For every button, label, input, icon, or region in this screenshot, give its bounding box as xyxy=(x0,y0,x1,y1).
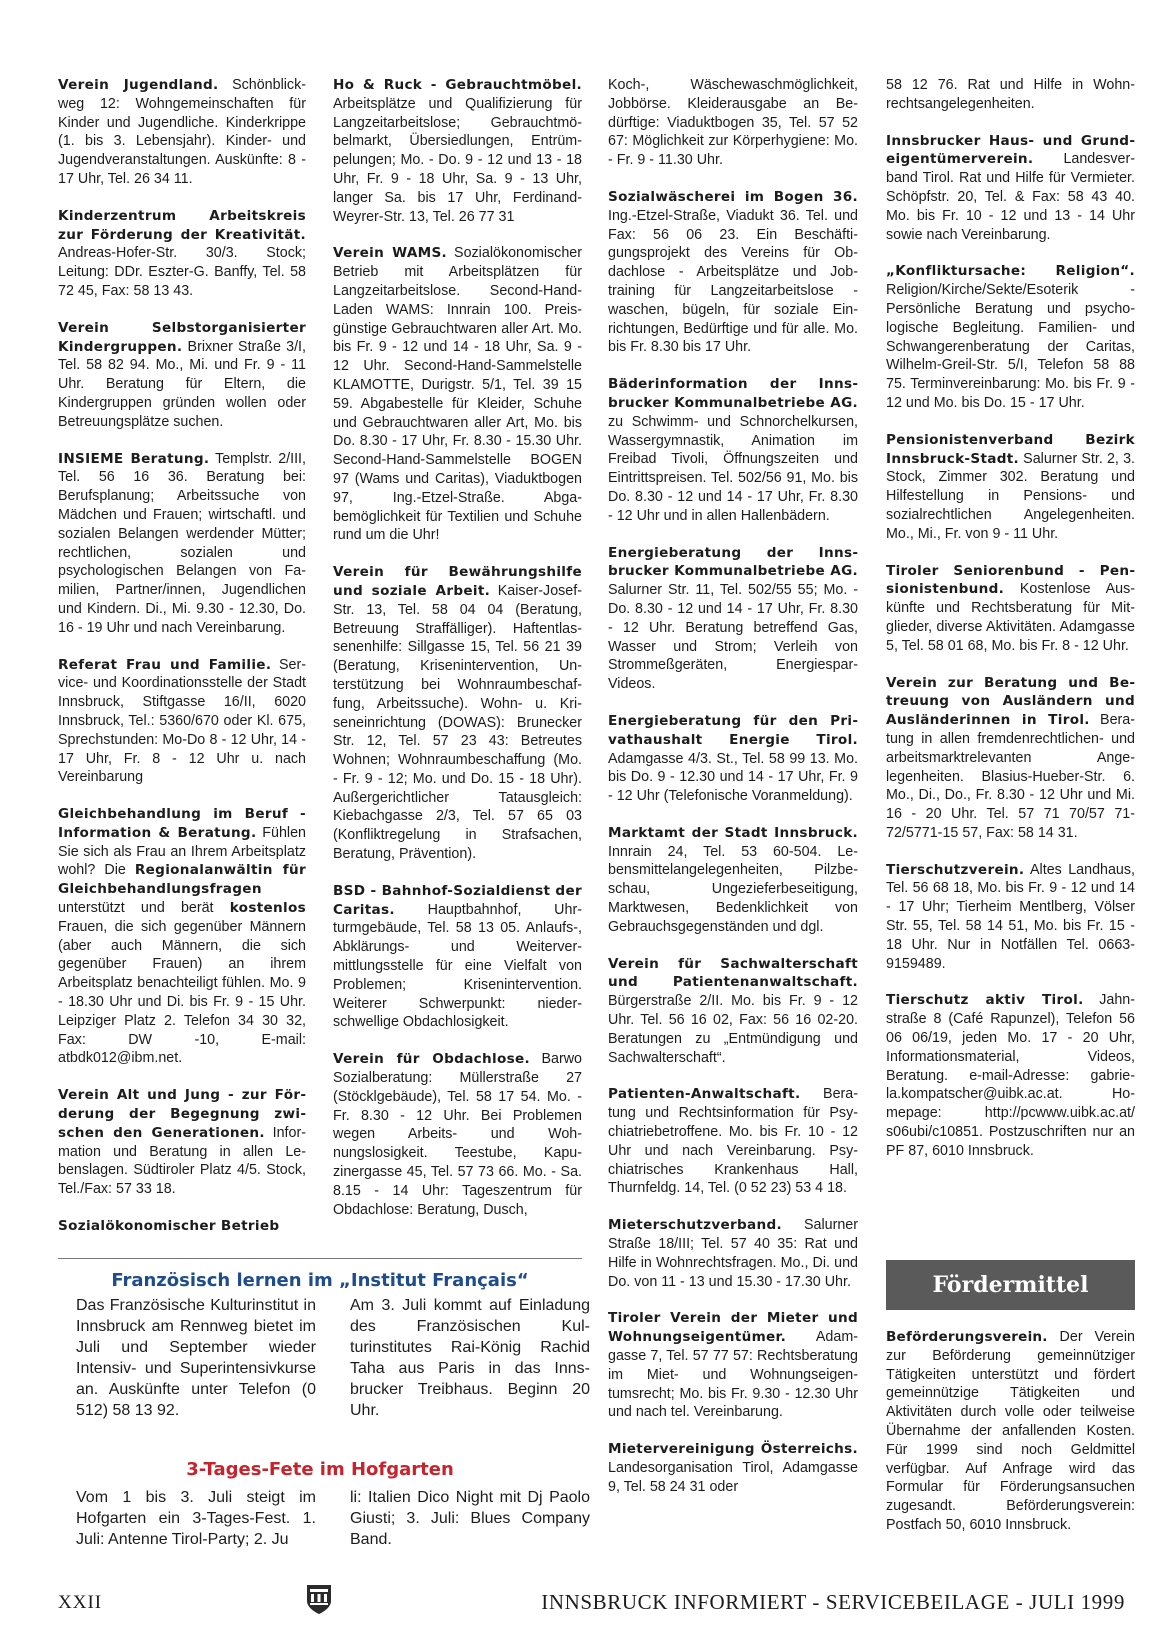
directory-entry xyxy=(608,955,858,1068)
directory-entry xyxy=(608,188,858,357)
entry-title: Verein WAMS. xyxy=(333,245,448,262)
entry-title: Patienten-Anwaltschaft. xyxy=(608,1086,801,1103)
directory-entry xyxy=(58,207,306,301)
directory-entry xyxy=(608,375,858,525)
entry-title: Sozialökonomischer Betrieb xyxy=(58,1218,280,1235)
entry-text: Kostenlose Auskünfte und Rechtsberatung für Mitglieder, diverse Aktivitäten. Adamgasse 5, Tel. 58 01 68, Mo. bis Fr. 8 - 12 Uhr. xyxy=(886,581,1135,654)
directory-entry xyxy=(886,861,1135,974)
entry-title: Gleichbehandlung im Beruf - Information & Beratung. xyxy=(58,806,306,841)
entry-text: Beratung in allen fremdenrechtlichen- und arbeitsmarktrelevanten Angelegenheiten. Blasius-Hueber-Str. 6. Mo., Di., Do., Fr. 8.30 - 12 Uhr und Mi. 16 - 20 Uhr. Tel. 57 71 70/57 71-72/5771-15 57, Fax: 58 14 31. xyxy=(886,712,1135,841)
directory-entry xyxy=(608,1309,858,1422)
entry-title: Tiroler Seniorenbund - Pensionistenbund. xyxy=(886,562,1135,598)
ad-divider xyxy=(58,1258,582,1259)
directory-entry xyxy=(886,262,1135,412)
entry-text: Barwo Sozialberatung: Müllerstraße 27 (Stöcklgebäude), Tel. 58 17 54. Mo. - Fr. 8.30 - 12 Uhr. Bei Problemen wegen Arbeits- und Wohnungslosigkeit. Teestube, Kapuzinergasse 45, Tel. 57 73 66. Mo. - Sa. 8.15 - 14 Uhr: Tageszentrum für Obdachlose: Beratung, Dusch, xyxy=(333,1051,582,1218)
entry-title: Tiroler Verein der Mieter und Wohnungseigentümer. xyxy=(608,1310,858,1346)
entry-title: Ho & Ruck - Gebrauchtmöbel. xyxy=(333,77,582,93)
directory-entry xyxy=(333,244,582,545)
entry-text: Beratung und Rechtsinformation für Psychiatriebetroffene. Mo. bis Fr. 10 - 12 Uhr und nach Vereinbarung. Psychiatrisches Krankenhaus Hall, Thurnfeldg. 14, Tel. (0 52 23) 53 4 18. xyxy=(608,1086,858,1197)
entry-title: Bäderinformation der Innsbrucker Kommunalbetriebe AG. xyxy=(608,376,858,411)
french-course-text-left: Das Französische Kulturinstitut in Innsbruck am Rennweg bietet im Juli und September wieder Intensiv- und Superintensivkurse an. Auskünfte unter Telefon (0 512) 58 13 92. xyxy=(76,1297,316,1419)
directory-entry xyxy=(58,1217,306,1236)
entry-title: Pensionistenverband Bezirk Innsbruck-Stadt. xyxy=(886,431,1135,467)
entry-text: Schönblickweg 12: Wohngemeinschaften für Kinder und Jugendliche. Kinderkrippe (1. bis 3. Lebensjahr). Kinder- und Jugendveranstaltungen. Auskünfte: 8 - 17 Uhr, Tel. 26 34 11. xyxy=(58,77,306,187)
entry-text: Koch-, Wäschewaschmöglichkeit, Jobbörse. Kleiderausgabe an Bedürftige: Viaduktbogen 35, Tel. 57 52 67: Möglichkeit zur Körperhygiene: Mo. - Fr. 9 - 11.30 Uhr. xyxy=(608,77,858,169)
entry-title: Verein Jugendland. xyxy=(58,77,219,93)
column-2 xyxy=(333,76,582,1237)
entry-text: Information und Beratung in allen Lebenslagen. Südtiroler Platz 4/5. Stock, Tel./Fax: 57 33 18. xyxy=(58,1124,306,1198)
entry-text: Sozialökonomischer Betrieb mit Arbeitsplätzen für Langzeitarbeitslose. Second-Hand-Laden WAMS: Innrain 100. Preisgünstige Gebrauchtwaren aller Art. Mo. bis Fr. 9 - 12 und 14 - 18 Uhr, Sa. 9 - 12 Uhr. Second-Hand-Sammelstelle KLAMOTTE, Durigstr. 5/1, Tel. 39 15 59. Abgabestelle für Kleider, Schuhe und Gebrauchtwaren aller Art, Mo. bis Do. 8.30 - 17 Uhr, Fr. 8.30 - 15.30 Uhr. Second-Hand-Sammelstelle BOGEN 97 (Wams und Caritas), Viaduktbogen 97, Ing.-Etzel-Straße. Abgabemöglichkeit für Textilien und Schuhe rund um die Uhr! xyxy=(333,245,582,544)
column-4 xyxy=(886,76,1135,1179)
entry-title: BSD - Bahnhof-Sozialdienst der Caritas. xyxy=(333,882,582,918)
fete-text-right: li: Italien Dico Night mit Dj Paolo Giusti; 3. Juli: Blues Company Band. xyxy=(350,1489,590,1548)
entry-title: Tierschutzverein. xyxy=(886,861,1025,878)
directory-entry xyxy=(608,76,858,170)
entry-text: Fühlen Sie sich als Frau an Ihrem Arbeitsplatz wohl? Die xyxy=(58,824,306,879)
entry-text: Landesverband Tirol. Rat und Hilfe für Vermieter. Schöpfstr. 20, Tel. & Fax: 58 43 40. Mo. bis Fr. 10 - 12 und 13 - 14 Uhr sowie nach Vereinbarung. xyxy=(886,151,1135,243)
column-3 xyxy=(608,76,858,1515)
entry-text: Salurner Str. 11, Tel. 502/55 55; Mo. - Do. 8.30 - 12 und 14 - 17 Uhr, Fr. 8.30 - 12 Uhr. Beratung betreffend Gas, Wasser und Strom; Verleih von Strommeßgeräten, Energiespar-Videos. xyxy=(608,582,858,693)
directory-entry xyxy=(58,76,306,189)
directory-entry xyxy=(58,319,306,432)
entry-title: Verein Alt und Jung - zur Förderung der Begegnung zwischen den Generationen. xyxy=(58,1087,306,1141)
entry-text: 58 12 76. Rat und Hilfe in Wohnrechtsangelegenheiten. xyxy=(886,77,1135,112)
entry-text: Ing.-Etzel-Straße, Viadukt 36. Tel. und Fax: 56 06 23. Ein Beschäftigungsprojekt des Vereins für Obdachlose - Arbeitsplätze und Jobtraining für Langzeitarbeitslose - waschen, bügeln, für soziale Einrichtungen, Bedürftige und für alle. Mo. bis Fr. 8.30 bis 17 Uhr. xyxy=(608,207,858,356)
entry-text: Jahnstraße 8 (Café Rapunzel), Telefon 56 06 06/19, jeden Mo. 17 - 20 Uhr, Informationsmaterial, Videos, Beratung. e-mail-Adresse: gabriela.kompatscher@uibk.ac.at. Homepage: http://pcwww.uibk.ac.at/ s06ubi/c10851. Postzuschriften nur an PF 87, 6010 Innsbruck. xyxy=(886,992,1135,1159)
entry-title: Kinderzentrum Arbeitskreis zur Förderung der Kreativität. xyxy=(58,207,306,243)
directory-entry xyxy=(608,544,858,694)
directory-entry xyxy=(608,1216,858,1291)
entry-title: Beförderungsverein. xyxy=(886,1329,1048,1345)
entry-text: Salurner Straße 18/III; Tel. 57 40 35: Rat und Hilfe in Wohnrechtsfragen. Mo., Di. und Do. von 11 - 13 und 15.30 - 17.30 Uhr. xyxy=(608,1217,858,1290)
directory-entry xyxy=(333,563,582,864)
entry-text: unterstützt und berät xyxy=(58,900,230,917)
entry-title: Verein für Obdachlose. xyxy=(333,1051,530,1068)
directory-entry xyxy=(886,132,1135,245)
entry-title: „Konfliktursache: Religion“. xyxy=(886,263,1135,280)
directory-entry xyxy=(886,562,1135,656)
column-1 xyxy=(58,76,306,1254)
entry-text: Der Verein zur Beförderung gemeinnütziger Tätigkeiten unterstützt und fördert gemeinnützige Tätigkeiten und Aktivitäten durch volle oder teilweise Übernahme der anfallenden Kosten. Für 1999 sind noch Geldmittel verfügbar. Auf Anfrage wird das Formular für Förderungsansuchen zugesandt. Beförderungsverein: Postfach 50, 6010 Innsbruck. xyxy=(886,1329,1135,1533)
directory-entry xyxy=(333,882,582,1032)
entry-title: Marktamt der Stadt Innsbruck. xyxy=(608,824,858,841)
entry-text: Innrain 24, Tel. 53 60-504. Lebensmittelangelegenheiten, Pilzbeschau, Ungezieferbeseitigung, Marktwesen, Bedenklichkeit von Gebrauchsgegenständen und dgl. xyxy=(608,843,858,935)
entry-text: Frauen, die sich gegenüber Männern (aber auch Männern, die sich gegenüber Frauen) an ihrem Arbeitsplatz benachteiligt fühlen. Mo. 9 - 18.30 Uhr und Di. bis Fr. 9 - 15 Uhr. Leipziger Platz 2. Telefon 34 30 32, Fax: DW -10, E-mail: atbdk012@ibm.net. xyxy=(58,918,306,1067)
entry-text: Religion/Kirche/Sekte/Esoterik - Persönliche Beratung und psychologische Begleitung. Familien- und Schwangerenberatung der Caritas, Wilhelm-Greil-Str. 5/I, Telefon 58 88 75. Terminvereinbarung: Mo. bis Fr. 9 - 12 und Mo. bis Do. 15 - 17 Uhr. xyxy=(886,282,1135,411)
entry-title: Energieberatung für den Privathaushalt Energie Tirol. xyxy=(608,712,858,748)
entry-title: Innsbrucker Haus- und Grundeigentümerverein. xyxy=(886,132,1135,168)
entry-text: Adamgasse 4/3. St., Tel. 58 99 13. Mo. bis Do. 9 - 12.30 und 14 - 17 Uhr, Fr. 9 - 12 Uhr (Telefonische Voranmeldung). xyxy=(608,750,858,805)
directory-entry xyxy=(886,431,1135,544)
entry-text: Brixner Straße 3/I, Tel. 58 82 94. Mo., Mi. und Fr. 9 - 11 Uhr. Beratung für Eltern, die Kindergruppen gründen wollen oder Betreuungsplätze suchen. xyxy=(58,338,306,430)
entry-title: Verein für Sachwalterschaft und Patientenanwaltschaft. xyxy=(608,955,858,991)
entry-text: Hauptbahnhof, Uhrturmgebäude, Tel. 58 13 05. Anlaufs-, Abklärungs- und Weitervermittlungsstelle für eine Vielfalt von Problemen; Krisenintervention. Weiterer Schwerpunkt: niederschwellige Obdachlosigkeit. xyxy=(333,901,582,1031)
entry-title: kostenlos xyxy=(229,900,306,917)
city-crest-icon xyxy=(306,1583,332,1615)
directory-entry xyxy=(886,674,1135,843)
entry-text: Bürgerstraße 2/II. Mo. bis Fr. 9 - 12 Uhr. Tel. 56 16 02, Fax: 56 16 02-20. Beratungen zu „Entmündigung und Sachwalterschaft“. xyxy=(608,993,858,1066)
entry-text: Templstr. 2/III, Tel. 56 16 36. Beratung bei: Berufsplanung; Arbeitssuche von Mädchen und Frauen; wirtschaftl. und sozialen Belangen werdender Mütter; rechtlichen, sozialen und psychologischen Belangen von Familien, Partner/innen, Jugendlichen und Kindern. Di., Mi. 9.30 - 12.30, Do. 16 - 19 Uhr und nach Vereinbarung. xyxy=(58,450,307,636)
fete-title: 3-Tages-Fete im Hofgarten xyxy=(186,1459,454,1480)
foerdermittel-heading: Fördermittel xyxy=(886,1260,1135,1310)
directory-entry xyxy=(58,450,306,638)
entry-title: Energieberatung der Innsbrucker Kommunalbetriebe AG. xyxy=(608,544,858,580)
fete-text-left: Vom 1 bis 3. Juli steigt im Hofgarten ein 3-Tages-Fest. 1. Juli: Antenne Tirol-Party; 2. Ju xyxy=(76,1489,316,1548)
french-course-text-right: Am 3. Juli kommt auf Einladung des Französischen Kulturinstitutes Rai-König Rachid Taha aus Paris in das Innsbrucker Treibhaus. Beginn 20 Uhr. xyxy=(350,1297,590,1419)
directory-entry xyxy=(333,1050,582,1219)
entry-title: Verein Selbstorganisierter Kindergruppen. xyxy=(58,319,306,355)
entry-text: Andreas-Hofer-Str. 30/3. Stock; Leitung: DDr. Eszter-G. Banffy, Tel. 58 72 45, Fax: 58 13 43. xyxy=(58,245,306,299)
foerdermittel-entry xyxy=(886,1328,1135,1535)
directory-entry xyxy=(608,1440,858,1496)
entry-title: Mieterschutzverband. xyxy=(608,1217,783,1234)
directory-entry xyxy=(58,656,306,788)
directory-entry xyxy=(58,805,306,1068)
entry-title: Sozialwäscherei im Bogen 36. xyxy=(608,188,858,205)
entry-text: Adamgasse 7, Tel. 57 77 57: Rechtsberatung im Miet- und Wohnungseigentumsrecht; Mo. bis Fr. 9.30 - 12.30 Uhr und nach tel. Vereinbarung. xyxy=(608,1329,858,1421)
entry-title: Regionalanwältin für Gleichbehandlungsfragen xyxy=(58,862,306,898)
entry-text: zu Schwimm- und Schnorchelkursen, Wassergymnastik, Animation im Freibad Tivoli, Öffnungszeiten und Eintrittspreisen. Tel. 502/56 91, Mo. bis Do. 8.30 - 12 und 14 - 17 Uhr, Fr. 8.30 - 12 Uhr und in allen Hallenbädern. xyxy=(608,413,858,524)
entry-title: Verein zur Beratung und Betreuung von Ausländern und Ausländerinnen in Tirol. xyxy=(886,674,1135,729)
entry-title: INSIEME Beratung. xyxy=(58,450,210,467)
directory-entry xyxy=(608,824,858,937)
directory-entry xyxy=(886,991,1135,1160)
entry-text: Landesorganisation Tirol, Adamgasse 9, Tel. 58 24 31 oder xyxy=(608,1460,858,1495)
entry-title: Tierschutz aktiv Tirol. xyxy=(886,992,1084,1009)
directory-entry xyxy=(58,1086,306,1199)
directory-entry xyxy=(608,712,858,806)
directory-entry xyxy=(886,76,1135,114)
entry-title: Mietervereinigung Österreichs. xyxy=(608,1441,858,1458)
entry-text: Kaiser-Josef-Str. 13, Tel. 58 04 04 (Beratung, Betreuung Straffälliger). Haftentlassenenhilfe: Sillgasse 15, Tel. 56 21 39 (Beratung, Krisenintervention, Unterstützung bei Wohnraumbeschaffung, Arbeitssuche). Wohn- u. Kriseneinrichtung (DOWAS): Brunecker Str. 12, Tel. 57 23 43: Betreutes Wohnen; Wohnraumbeschaffung (Mo. - Fr. 9 - 12; Mo. und Do. 15 - 18 Uhr). Außergerichtlicher Tatausgleich: Kiebachgasse 2/3, Tel. 57 65 03 (Konfliktregelung in Strafsachen, Beratung, Prävention). xyxy=(333,582,582,863)
publication-title: INNSBRUCK INFORMIERT - SERVICEBEILAGE - JULI 1999 xyxy=(541,1590,1125,1614)
page-number: XXII xyxy=(58,1592,103,1613)
entry-text: Arbeitsplätze und Qualifizierung für Langzeitarbeitslose; Gebrauchtmöbelmarkt, Übersiedlungen, Entrümpelungen; Mo. - Do. 9 - 12 und 13 - 18 Uhr, Fr. 9 - 18 Uhr, Sa. 9 - 13 Uhr, langer Sa. bis 17 Uhr, Ferdinand-Weyrer-Str. 13, Tel. 26 77 31 xyxy=(333,95,582,225)
directory-entry xyxy=(333,76,582,226)
directory-entry xyxy=(608,1085,858,1198)
entry-title: Verein für Bewährungshilfe und soziale Arbeit. xyxy=(333,564,582,599)
entry-text: Salurner Str. 2, 3. Stock, Zimmer 302. Beratung und Hilfestellung in Pensions- und sozialrechtlichen Angelegenheiten. Mo., Mi., Fr. von 9 - 11 Uhr. xyxy=(886,450,1135,542)
entry-text: Altes Landhaus, Tel. 56 68 18, Mo. bis Fr. 9 - 12 und 14 - 17 Uhr; Tierheim Mentlberg, Völser Str. 55, Tel. 58 14 51, Mo. bis Fr. 15 - 18 Uhr. Nur in Notfällen Tel. 0663-9159489. xyxy=(886,861,1135,972)
entry-text: Service- und Koordinationsstelle der Stadt Innsbruck, Stiftgasse 16/II, 6020 Innsbruck, Tel.: 5360/670 oder Kl. 675, Sprechstunden: Mo-Do 8 - 12 Uhr, 14 - 17 Uhr, Fr. 8 - 12 Uhr u. nach Vereinbarung xyxy=(58,656,306,786)
french-course-title: Französisch lernen im „Institut Français“ xyxy=(111,1270,529,1291)
entry-title: Referat Frau und Familie. xyxy=(58,656,272,673)
